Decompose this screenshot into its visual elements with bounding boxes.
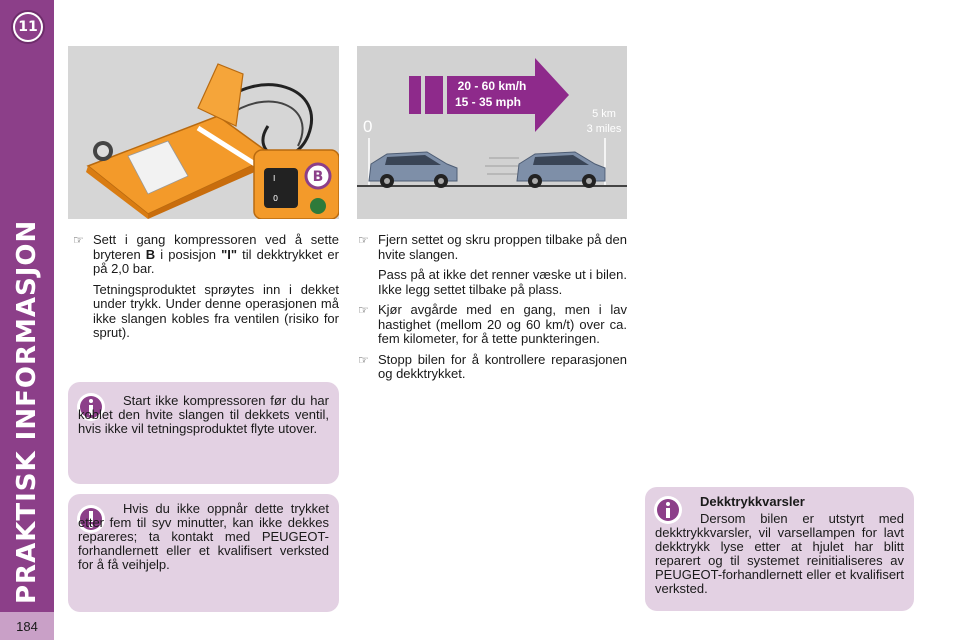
switch-position-on: I <box>273 174 276 183</box>
pointer-icon: ☞ <box>358 303 369 317</box>
speed-kmh-label: 20 - 60 km/h <box>457 79 527 93</box>
pointer-icon: ☞ <box>73 233 84 247</box>
liquid-note: Pass på at ikke det renner væske ut i bilen. Ikke legg settet tilbake på plass. <box>378 267 627 297</box>
switch-position-off: 0 <box>273 194 279 203</box>
info-box-hose-text: Start ikke kompressoren før du har koblet den hvite slangen til dekkets ventil, hvis ikke vil tetningsproduktet flyte utover. <box>78 393 329 436</box>
sealant-note: Tetningsproduktet sprøytes inn i dekket under trykk. Under denne operasjonen må ikke slangen kobles fra ventilen (risiko for sprut). <box>93 281 339 340</box>
speed-mph-label: 15 - 35 mph <box>454 95 522 109</box>
driving-drawing <box>357 46 627 219</box>
driving-illustration <box>357 46 627 219</box>
chapter-number-badge <box>11 10 45 44</box>
info-box-tyre-pressure <box>645 487 914 611</box>
warning-box-pressure-text: Hvis du ikke oppnår dette trykket etter fem til syv minutter, kan ikke dekkes repareres; ta kontakt med PEUGEOT-forhandlernett eller et kvalifisert verksted for å få veihjelp. <box>78 501 329 572</box>
instruction-stop-check <box>358 353 627 382</box>
instruction-text: Stopp bilen for å kontrollere reparasjonen og dekktrykket. <box>378 351 627 381</box>
info-box-title: Dekktrykkvarsler <box>700 494 805 509</box>
info-box-tyre-text: Dersom bilen er utstyrt med dekktrykkvarsler, vil varsellampen for lavt dekktrykk lyse etter at hjulet har blitt reparert og til systemet reinitialiseres av PEUGEOT-forhandlernett eller et kvalifisert verksted. <box>655 511 904 596</box>
switch-ref: B <box>145 246 156 262</box>
instruction-drive <box>358 303 627 347</box>
warning-box-pressure <box>68 494 339 612</box>
pointer-icon: ☞ <box>358 233 369 247</box>
start-label: 0 <box>363 117 373 136</box>
page-number: 184 <box>0 612 54 640</box>
instruction-text: til dekktrykket er på 2,0 bar. <box>93 246 339 276</box>
distance-miles-label: 3 miles <box>586 123 622 135</box>
instruction-remove-kit <box>358 233 627 262</box>
chapter-number: 11 <box>15 14 41 40</box>
position-ref: "I" <box>221 246 238 262</box>
left-instructions <box>73 233 339 347</box>
instruction-text: Fjern settet og skru proppen tilbake på den hvite slangen. <box>378 232 627 262</box>
right-instructions <box>358 233 627 388</box>
info-box-hose <box>68 382 339 484</box>
instruction-text: Kjør avgårde med en gang, men i lav hastighet (mellom 20 og 60 km/t) over ca. fem kilometer, for å tette punkteringen. <box>378 302 627 346</box>
distance-km-label: 5 km <box>592 108 616 120</box>
compressor-illustration <box>68 46 339 219</box>
chapter-title: PRAKTISK INFORMASJON <box>12 219 42 604</box>
compressor-drawing <box>68 46 339 219</box>
pointer-icon: ☞ <box>358 352 369 367</box>
instruction-text: i posisjon <box>155 246 222 262</box>
instruction-text: Sett i gang kompressoren ved å sette bryteren <box>93 232 339 262</box>
switch-label-b: B <box>312 169 324 185</box>
instruction-start-compressor <box>73 233 339 277</box>
